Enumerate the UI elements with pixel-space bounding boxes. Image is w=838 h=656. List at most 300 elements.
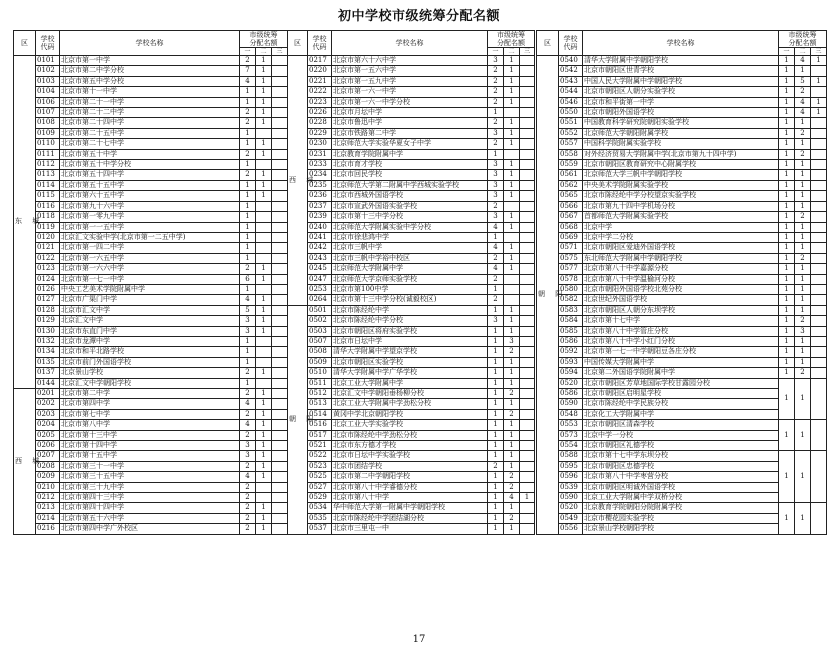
school-name: 北京市陈经纶中学团结湖分校 <box>332 513 488 523</box>
quota-third <box>811 305 827 315</box>
quota-second: 1 <box>504 212 520 222</box>
quota-second: 3 <box>504 336 520 346</box>
quota-third <box>272 264 288 274</box>
table-row <box>14 336 288 346</box>
school-code: 0229 <box>308 128 332 138</box>
school-name: 北京市第八十中学 <box>332 493 488 503</box>
quota-second: 1 <box>504 128 520 138</box>
table-row <box>288 482 535 492</box>
quota-first: 2 <box>488 87 504 97</box>
quota-third <box>520 139 535 149</box>
quota-third <box>811 128 827 138</box>
school-name: 北京市朝阳区教育研究中心附属学校 <box>583 160 779 170</box>
school-name: 北京市汇文中学 <box>60 305 240 315</box>
quota-first: 4 <box>240 472 256 482</box>
quota-third <box>272 368 288 378</box>
quota-first: 2 <box>488 201 504 211</box>
school-code: 0203 <box>36 409 60 419</box>
table-row <box>14 420 288 430</box>
school-name: 北京市朝阳区忠德学校 <box>583 461 779 471</box>
quota-first: 1 <box>488 336 504 346</box>
school-name: 北京中学一分校 <box>583 430 779 440</box>
quota-second: 1 <box>504 524 520 534</box>
school-code: 0111 <box>36 149 60 159</box>
quota-first: 1 <box>779 212 795 222</box>
quota-second <box>256 232 272 242</box>
school-name: 北京师范大学附属实验中学分校 <box>332 222 488 232</box>
district-cell: 东 城 <box>14 56 36 389</box>
quota-first: 4 <box>240 420 256 430</box>
table-row <box>537 264 827 274</box>
table-row <box>537 253 827 263</box>
quota-second: 1 <box>504 451 520 461</box>
school-name: 北京市朝阳区爱迪外国语学校 <box>583 243 779 253</box>
quota-first: 1 <box>488 284 504 294</box>
school-name: 北京市第一中学 <box>60 56 240 66</box>
quota-third <box>520 524 535 534</box>
quota-first: 1 <box>240 160 256 170</box>
quota-second: 1 <box>795 232 811 242</box>
quota-third <box>811 316 827 326</box>
table-row <box>537 170 827 180</box>
school-code: 0546 <box>559 97 583 107</box>
quota-first: 1 <box>779 336 795 346</box>
quota-second: 1 <box>256 503 272 513</box>
school-code: 0517 <box>308 430 332 440</box>
table-row <box>288 222 535 232</box>
school-code: 0582 <box>559 295 583 305</box>
school-code: 0207 <box>36 451 60 461</box>
quota-second: 1 <box>256 139 272 149</box>
school-name: 北京市第八十中学小红门分校 <box>583 336 779 346</box>
quota-second: 1 <box>795 180 811 190</box>
quota-second: 1 <box>256 149 272 159</box>
district-header: 区 <box>14 31 36 56</box>
quota-second <box>256 336 272 346</box>
quota-first: 1 <box>488 430 504 440</box>
quota-sub2: 二 <box>256 48 272 56</box>
table-row <box>537 87 827 97</box>
table-row <box>288 170 535 180</box>
school-name: 对外经济贸易大学附属中学(北京市第九十四中学) <box>583 149 779 159</box>
quota-third <box>520 295 535 305</box>
school-name: 北京市回民学校 <box>332 170 488 180</box>
quota-first: 1 <box>779 253 795 263</box>
quota-second: 1 <box>795 336 811 346</box>
table-row <box>14 503 288 513</box>
school-code: 0520 <box>559 503 583 513</box>
table-row <box>288 284 535 294</box>
quota-third <box>811 264 827 274</box>
quota-first: 1 <box>240 253 256 263</box>
quota-third <box>520 357 535 367</box>
quota-first: 2 <box>488 66 504 76</box>
quota-third: 1 <box>811 76 827 86</box>
school-name: 北京市第十三中学分校 <box>332 212 488 222</box>
table-row <box>288 191 535 201</box>
quota-first: 1 <box>779 149 795 159</box>
quota-first: 1 <box>240 347 256 357</box>
quota-third <box>520 232 535 242</box>
school-name: 北京市陈经纶中学劲松分校 <box>332 430 488 440</box>
school-code: 0137 <box>36 368 60 378</box>
table-row <box>288 87 535 97</box>
school-code: 0110 <box>36 139 60 149</box>
school-code: 0106 <box>36 97 60 107</box>
quota-first: 1 <box>488 378 504 388</box>
school-code: 0134 <box>36 347 60 357</box>
school-code: 0554 <box>559 441 583 451</box>
table-row <box>537 128 827 138</box>
table-row <box>14 378 288 388</box>
school-name: 北京市鲁迅中学 <box>332 118 488 128</box>
quota-third <box>811 191 827 201</box>
quota-first: 2 <box>240 493 256 503</box>
table-row <box>537 420 827 430</box>
school-name: 北京市第二十二中学 <box>60 108 240 118</box>
quota-third <box>272 524 288 534</box>
quota-second: 1 <box>256 513 272 523</box>
school-name: 北京汇文中学朝阳垂杨柳分校 <box>332 389 488 399</box>
quota-first: 2 <box>488 118 504 128</box>
table-row <box>537 305 827 315</box>
quota-third <box>520 336 535 346</box>
school-code: 0534 <box>308 503 332 513</box>
school-code: 0566 <box>559 201 583 211</box>
quota-first: 1 <box>779 274 795 284</box>
quota-first: 1 <box>779 170 795 180</box>
quota-third <box>811 87 827 97</box>
school-name: 北京市第一一五中学 <box>60 222 240 232</box>
quota-second: 1 <box>504 430 520 440</box>
quota-first: 1 <box>488 232 504 242</box>
name-header: 学校名称 <box>583 31 779 56</box>
school-code: 0543 <box>559 76 583 86</box>
table-row <box>537 191 827 201</box>
quota-second: 2 <box>504 482 520 492</box>
school-code: 0236 <box>308 191 332 201</box>
school-code: 0235 <box>308 180 332 190</box>
school-name: 北京市日坛中学实验学校 <box>332 451 488 461</box>
quota-first: 1 <box>488 409 504 419</box>
quota-first: 1 <box>240 87 256 97</box>
quota-sub1: 一 <box>488 48 504 56</box>
school-name: 北京市日坛中学 <box>332 336 488 346</box>
school-code: 0107 <box>36 108 60 118</box>
code-header: 学校 代码 <box>36 31 60 56</box>
quota-first: 3 <box>488 170 504 180</box>
school-name: 北京市第五十六中学 <box>60 513 240 523</box>
quota-first: 1 <box>240 201 256 211</box>
table-row <box>14 295 288 305</box>
school-code: 0557 <box>559 139 583 149</box>
school-name: 北京市第十三中学 <box>60 430 240 440</box>
quota-second: 1 <box>256 305 272 315</box>
table-row <box>288 513 535 523</box>
school-name: 北京市第一四二中学 <box>60 243 240 253</box>
quota-second: 1 <box>504 160 520 170</box>
quota-first: 1 <box>488 368 504 378</box>
school-name: 北京市和平北路学校 <box>60 347 240 357</box>
quota-first: 1 <box>779 232 795 242</box>
school-name: 北京师范大学三帆中学朝阳学校 <box>583 170 779 180</box>
school-code: 0540 <box>559 56 583 66</box>
district-header: 区 <box>537 31 559 56</box>
school-name: 北京工业大学附属中学 <box>332 378 488 388</box>
quota-second: 1 <box>795 503 811 534</box>
school-name: 北京市团结学校 <box>332 461 488 471</box>
school-code: 0594 <box>559 368 583 378</box>
school-name: 北京市第一六五中学 <box>60 253 240 263</box>
quota-second: 1 <box>795 222 811 232</box>
table-row <box>288 160 535 170</box>
school-name: 北京汇文实验中学(北京市第一二五中学) <box>60 232 240 242</box>
table-row <box>537 201 827 211</box>
school-name: 北京师范大学实验华夏女子中学 <box>332 139 488 149</box>
quota-first: 4 <box>240 76 256 86</box>
school-code: 0548 <box>559 409 583 419</box>
quota-second: 1 <box>504 56 520 66</box>
quota-second: 2 <box>795 87 811 97</box>
quota-second: 2 <box>795 368 811 378</box>
school-code: 0523 <box>308 461 332 471</box>
school-code: 0542 <box>559 66 583 76</box>
quota-first: 1 <box>779 326 795 336</box>
quota-first: 2 <box>240 118 256 128</box>
school-code: 0114 <box>36 180 60 190</box>
quota-third <box>520 66 535 76</box>
school-code: 0539 <box>559 482 583 492</box>
table-row <box>537 76 827 86</box>
quota-second: 1 <box>795 264 811 274</box>
quota-second: 1 <box>256 66 272 76</box>
school-name: 北京市朝阳区明诚外国语学校 <box>583 482 779 492</box>
school-code: 0503 <box>308 326 332 336</box>
school-name: 中央美术学院附属实验学校 <box>583 180 779 190</box>
quota-first: 1 <box>488 399 504 409</box>
quota-third <box>520 212 535 222</box>
quota-third <box>520 191 535 201</box>
quota-second: 1 <box>795 357 811 367</box>
school-code: 0513 <box>308 399 332 409</box>
school-code: 0537 <box>308 524 332 534</box>
quota-second: 1 <box>504 97 520 107</box>
quota-second: 2 <box>795 316 811 326</box>
quota-third <box>520 441 535 451</box>
quota-second: 1 <box>795 274 811 284</box>
school-code: 0102 <box>36 66 60 76</box>
table-row <box>14 357 288 367</box>
quota-third <box>811 326 827 336</box>
quota-first: 1 <box>779 284 795 294</box>
school-code: 0245 <box>308 264 332 274</box>
quota-sub3: 三 <box>520 48 535 56</box>
quota-first: 1 <box>488 524 504 534</box>
school-code: 0553 <box>559 420 583 430</box>
table-row <box>537 97 827 107</box>
school-code: 0561 <box>559 170 583 180</box>
quota-first: 1 <box>240 336 256 346</box>
table-row <box>14 76 288 86</box>
school-name: 北京市徐悲鸿中学 <box>332 232 488 242</box>
table-row <box>14 56 288 66</box>
school-name: 北京教育学院附属中学 <box>332 149 488 159</box>
school-code: 0568 <box>559 222 583 232</box>
quota-first: 1 <box>488 441 504 451</box>
school-name: 北京市朝阳区实验学校 <box>332 357 488 367</box>
table-row <box>288 128 535 138</box>
school-code: 0213 <box>36 503 60 513</box>
school-code: 0239 <box>308 212 332 222</box>
school-code: 0522 <box>308 451 332 461</box>
school-code: 0596 <box>559 472 583 482</box>
school-code: 0511 <box>308 378 332 388</box>
table-row <box>537 118 827 128</box>
table-row <box>537 232 827 242</box>
quota-second: 2 <box>795 253 811 263</box>
school-name: 北京市朝阳区清森学校 <box>583 420 779 430</box>
school-name: 清华大学附属中学望京学校 <box>332 347 488 357</box>
name-header: 学校名称 <box>332 31 488 56</box>
quota-second: 1 <box>795 347 811 357</box>
table-row <box>537 336 827 346</box>
quota-third <box>811 222 827 232</box>
school-code: 0567 <box>559 212 583 222</box>
quota-third <box>520 430 535 440</box>
quota-third <box>520 76 535 86</box>
quota-second: 1 <box>795 160 811 170</box>
quota-second: 2 <box>504 389 520 399</box>
quota-first: 2 <box>240 368 256 378</box>
school-code: 0501 <box>308 305 332 315</box>
quota-second: 2 <box>795 212 811 222</box>
school-name: 北京市第五十四中学 <box>60 170 240 180</box>
school-code: 0113 <box>36 170 60 180</box>
quota-second: 1 <box>795 420 811 451</box>
school-name: 北京市第一六一中学分校 <box>332 97 488 107</box>
school-code: 0121 <box>36 243 60 253</box>
quota-second: 1 <box>795 201 811 211</box>
quota-second: 1 <box>795 451 811 503</box>
quota-first: 1 <box>779 295 795 305</box>
quota-first: 2 <box>240 264 256 274</box>
school-code: 0228 <box>308 118 332 128</box>
quota-first: 1 <box>240 284 256 294</box>
quota-second: 1 <box>256 97 272 107</box>
quota-third <box>811 284 827 294</box>
quota-third <box>811 160 827 170</box>
school-name: 北京世纪外国语学校 <box>583 295 779 305</box>
quota-third <box>811 295 827 305</box>
quota-second <box>504 232 520 242</box>
school-code: 0128 <box>36 305 60 315</box>
school-code: 0123 <box>36 264 60 274</box>
school-code: 0550 <box>559 108 583 118</box>
quota-first: 1 <box>779 357 795 367</box>
quota-sub1: 一 <box>240 48 256 56</box>
school-name: 北京市第五十中学 <box>60 149 240 159</box>
school-code: 0233 <box>308 160 332 170</box>
school-name: 北京市宣武外国语实验学校 <box>332 201 488 211</box>
school-code: 0502 <box>308 316 332 326</box>
school-name: 北京市广渠门中学 <box>60 295 240 305</box>
school-code: 0204 <box>36 420 60 430</box>
quota-first: 1 <box>779 160 795 170</box>
quota-first: 1 <box>779 503 795 534</box>
quota-third <box>272 76 288 86</box>
table-row <box>288 503 535 513</box>
quota-second: 1 <box>504 191 520 201</box>
quota-second: 1 <box>504 243 520 253</box>
quota-second: 1 <box>504 66 520 76</box>
quota-first: 2 <box>240 461 256 471</box>
school-name: 北京市第六十五中学 <box>60 191 240 201</box>
table-row <box>288 493 535 503</box>
quota-third <box>272 503 288 513</box>
quota-second <box>256 493 272 503</box>
table-row <box>288 201 535 211</box>
school-name: 首都师范大学附属实验学校 <box>583 212 779 222</box>
table-row <box>14 264 288 274</box>
table-row <box>14 160 288 170</box>
school-name: 北京市朝阳区世青学校 <box>583 66 779 76</box>
quota-third <box>811 232 827 242</box>
table-row <box>14 232 288 242</box>
table-row <box>537 66 827 76</box>
quota-second: 3 <box>795 326 811 336</box>
school-name: 北京市第七中学 <box>60 409 240 419</box>
table-row <box>288 368 535 378</box>
table-row <box>288 180 535 190</box>
quota-first: 1 <box>488 513 504 523</box>
school-code: 0595 <box>559 461 583 471</box>
quota-third <box>272 316 288 326</box>
table-row <box>288 441 535 451</box>
school-code: 0115 <box>36 191 60 201</box>
table-row <box>537 326 827 336</box>
school-name: 北京市第二中学分校 <box>60 66 240 76</box>
school-name: 北京市第十一中学 <box>60 87 240 97</box>
table-row <box>14 461 288 471</box>
table-row <box>537 378 827 388</box>
quota-second: 1 <box>504 441 520 451</box>
quota-third <box>520 378 535 388</box>
quota-third <box>520 451 535 461</box>
quota-third <box>272 451 288 461</box>
school-code: 0590 <box>559 399 583 409</box>
table-row <box>288 336 535 346</box>
quota-second: 1 <box>504 503 520 513</box>
quota-first: 1 <box>488 347 504 357</box>
school-code: 0575 <box>559 253 583 263</box>
school-code: 0569 <box>559 232 583 242</box>
school-code: 0126 <box>36 284 60 294</box>
quota-first: 1 <box>779 378 795 420</box>
school-name: 北京师范大学附属中学 <box>332 264 488 274</box>
quota-third <box>520 264 535 274</box>
table-row <box>14 191 288 201</box>
quota-second: 1 <box>795 284 811 294</box>
school-name: 北京市第一五六中学 <box>332 66 488 76</box>
quota-first: 1 <box>779 305 795 315</box>
quota-second: 1 <box>795 139 811 149</box>
quota-third <box>272 305 288 315</box>
quota-second: 4 <box>795 108 811 118</box>
school-code: 0201 <box>36 389 60 399</box>
school-name: 北京市第六十六中学 <box>332 56 488 66</box>
school-code: 0241 <box>308 232 332 242</box>
quota-first: 1 <box>779 118 795 128</box>
